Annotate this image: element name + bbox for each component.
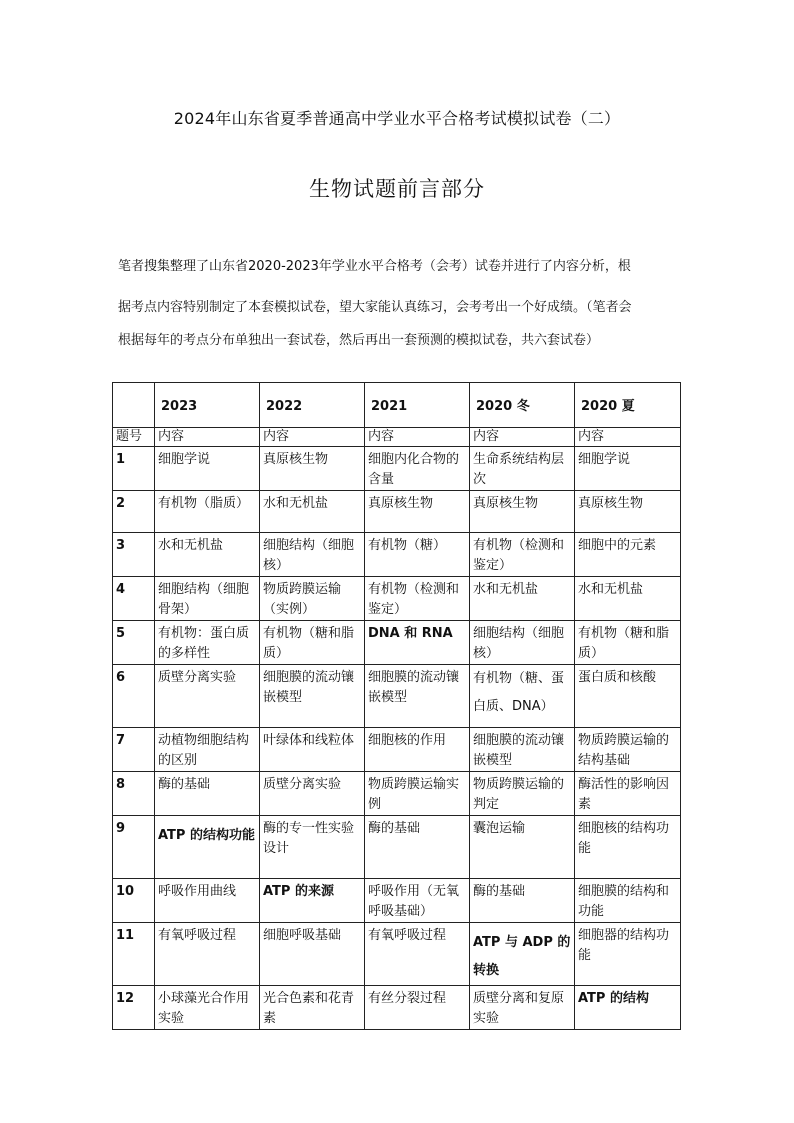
- table-cell: 蛋白质和核酸: [575, 665, 681, 728]
- table-cell: 水和无机盐: [575, 577, 681, 621]
- table-header-row: [113, 383, 681, 428]
- table-cell: 酶的基础: [365, 816, 470, 879]
- table-row: [113, 577, 681, 621]
- table-row: [113, 923, 681, 986]
- table-cell: 有机物（糖）: [365, 533, 470, 577]
- header-year: 2023: [155, 383, 260, 428]
- table-cell: 物质跨膜运输的判定: [470, 772, 575, 816]
- table-cell: 细胞学说: [155, 447, 260, 491]
- table-cell: 有机物（检测和鉴定）: [365, 577, 470, 621]
- document-subtitle: 生物试题前言部分: [309, 177, 485, 201]
- table-cell: 有机物（脂质）: [155, 491, 260, 533]
- content-label: 内容: [365, 428, 470, 447]
- table-row: [113, 447, 681, 491]
- table-cell: ATP 的结构功能: [155, 816, 260, 879]
- question-number: 11: [113, 923, 155, 986]
- intro-line-3: 根据每年的考点分布单独出一套试卷，然后再出一套预测的模拟试卷，共六套试卷）: [118, 333, 600, 348]
- question-number: 7: [113, 728, 155, 772]
- question-number: 4: [113, 577, 155, 621]
- table-cell: DNA 和 RNA: [365, 621, 470, 665]
- table-row: [113, 772, 681, 816]
- content-label: 内容: [575, 428, 681, 447]
- table-row: [113, 728, 681, 772]
- intro-line-2: 据考点内容特别制定了本套模拟试卷，望大家能认真练习，会考考出一个好成绩。（笔者会: [118, 300, 632, 315]
- table-cell: 有机物：蛋白质的多样性: [155, 621, 260, 665]
- table-cell: 有机物（糖和脂质）: [575, 621, 681, 665]
- table-cell: 酶的基础: [470, 879, 575, 923]
- table-cell: 生命系统结构层次: [470, 447, 575, 491]
- table-cell: 细胞呼吸基础: [260, 923, 365, 986]
- table-cell: 酶的专一性实验设计: [260, 816, 365, 879]
- table-cell: 水和无机盐: [155, 533, 260, 577]
- table-cell: ATP 的结构: [575, 986, 681, 1030]
- table-row: [113, 533, 681, 577]
- header-year: 2021: [365, 383, 470, 428]
- table-row: [113, 665, 681, 728]
- table-cell: 小球藻光合作用实验: [155, 986, 260, 1030]
- table-cell: 细胞中的元素: [575, 533, 681, 577]
- table-cell: 物质跨膜运输实例: [365, 772, 470, 816]
- table-cell: 水和无机盐: [260, 491, 365, 533]
- table-cell: 物质跨膜运输（实例）: [260, 577, 365, 621]
- table-cell: 有氧呼吸过程: [365, 923, 470, 986]
- content-label: 内容: [260, 428, 365, 447]
- row-number-label: 题号: [113, 428, 155, 447]
- table-cell: 真原核生物: [365, 491, 470, 533]
- table-cell: 光合色素和花青素: [260, 986, 365, 1030]
- table-row: [113, 986, 681, 1030]
- table-cell: 有机物（糖、蛋白质、DNA）: [470, 665, 575, 728]
- table-cell: 囊泡运输: [470, 816, 575, 879]
- table-cell: 细胞膜的结构和功能: [575, 879, 681, 923]
- table-cell: 有丝分裂过程: [365, 986, 470, 1030]
- question-number: 2: [113, 491, 155, 533]
- table-cell: 有机物（糖和脂质）: [260, 621, 365, 665]
- exam-topic-table: [112, 382, 681, 1030]
- content-label: 内容: [470, 428, 575, 447]
- table-cell: 呼吸作用曲线: [155, 879, 260, 923]
- table-cell: 有氧呼吸过程: [155, 923, 260, 986]
- table-cell: 物质跨膜运输的结构基础: [575, 728, 681, 772]
- table-cell: 水和无机盐: [470, 577, 575, 621]
- question-number: 12: [113, 986, 155, 1030]
- table-cell: 细胞器的结构功能: [575, 923, 681, 986]
- question-number: 8: [113, 772, 155, 816]
- table-cell: 酶活性的影响因素: [575, 772, 681, 816]
- table-cell: 细胞膜的流动镶嵌模型: [365, 665, 470, 728]
- question-number: 1: [113, 447, 155, 491]
- table-row: [113, 491, 681, 533]
- table-cell: 细胞结构（细胞核）: [260, 533, 365, 577]
- header-year: 2020 冬: [470, 383, 575, 428]
- table-cell: 细胞核的作用: [365, 728, 470, 772]
- question-number: 3: [113, 533, 155, 577]
- intro-line-1: 笔者搜集整理了山东省2020-2023年学业水平合格考（会考）试卷并进行了内容分析，根: [118, 259, 631, 274]
- question-number: 5: [113, 621, 155, 665]
- table-cell: 呼吸作用（无氧呼吸基础）: [365, 879, 470, 923]
- header-empty-cell: [113, 383, 155, 428]
- table-cell: 叶绿体和线粒体: [260, 728, 365, 772]
- table-cell: 细胞膜的流动镶嵌模型: [470, 728, 575, 772]
- document-title: 2024年山东省夏季普通高中学业水平合格考试模拟试卷（二）: [173, 109, 621, 128]
- question-number: 9: [113, 816, 155, 879]
- table-cell: 动植物细胞结构的区别: [155, 728, 260, 772]
- table-row: [113, 621, 681, 665]
- table-cell: 真原核生物: [470, 491, 575, 533]
- table-row: [113, 879, 681, 923]
- table-cell: 细胞结构（细胞核）: [470, 621, 575, 665]
- table-cell: 真原核生物: [575, 491, 681, 533]
- content-label: 内容: [155, 428, 260, 447]
- table-cell: 质壁分离实验: [155, 665, 260, 728]
- table-cell: 酶的基础: [155, 772, 260, 816]
- table-cell: ATP 的来源: [260, 879, 365, 923]
- table-cell: 质壁分离实验: [260, 772, 365, 816]
- table-row: [113, 816, 681, 879]
- table-cell: 细胞内化合物的含量: [365, 447, 470, 491]
- table-cell: 细胞结构（细胞骨架）: [155, 577, 260, 621]
- table-cell: ATP 与 ADP 的转换: [470, 923, 575, 986]
- table-cell: 细胞学说: [575, 447, 681, 491]
- header-year: 2022: [260, 383, 365, 428]
- table-cell: 细胞核的结构功能: [575, 816, 681, 879]
- question-number: 10: [113, 879, 155, 923]
- question-number: 6: [113, 665, 155, 728]
- header-year: 2020 夏: [575, 383, 681, 428]
- table-cell: 有机物（检测和鉴定）: [470, 533, 575, 577]
- table-subheader-row: [113, 428, 681, 447]
- table-cell: 质壁分离和复原实验: [470, 986, 575, 1030]
- table-cell: 细胞膜的流动镶嵌模型: [260, 665, 365, 728]
- table-cell: 真原核生物: [260, 447, 365, 491]
